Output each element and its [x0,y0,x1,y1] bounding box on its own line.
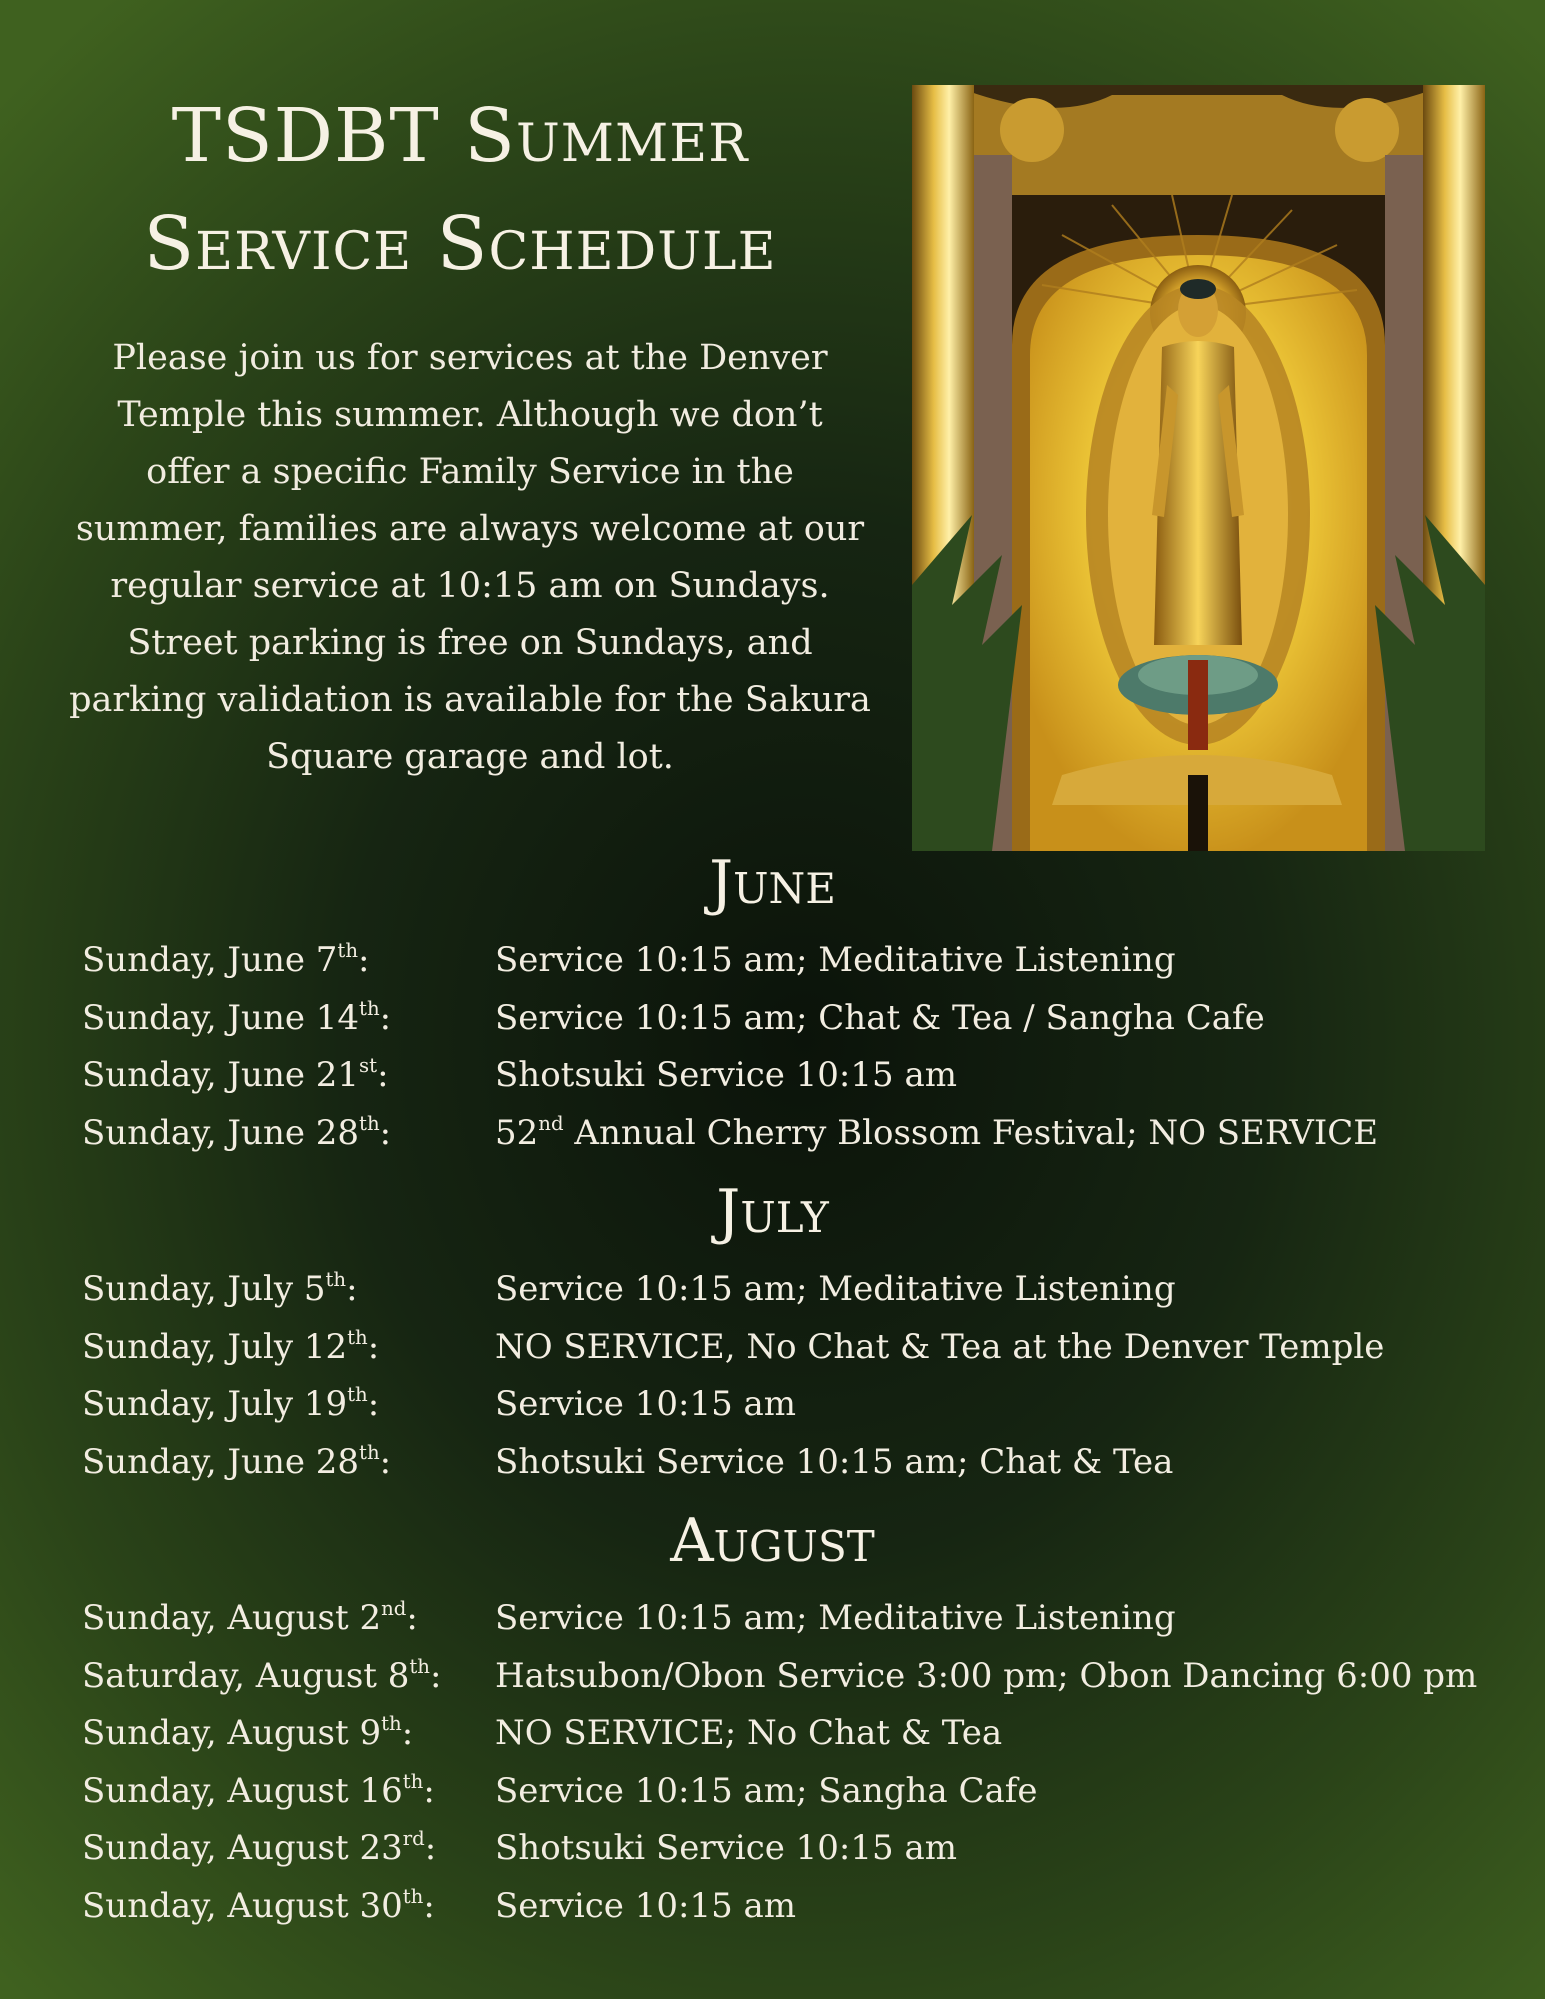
schedule-date: Sunday, August 30th: [82,1884,435,1926]
description-text: Service 10:15 am; Chat & Tea / Sangha Cafe [495,997,1265,1038]
description-text: Hatsubon/Obon Service 3:00 pm; Obon Dancing 6:00 pm [495,1655,1478,1696]
schedule-row [82,1648,1522,1706]
date-text: Sunday, July 5 [82,1269,326,1309]
description-text: Service 10:15 am; Sangha Cafe [495,1770,1038,1811]
schedule-date: Sunday, July 5th: [82,1267,358,1309]
description-ordinal-suffix: nd [538,1111,564,1135]
schedule-description [495,1705,1002,1763]
schedule-description [495,932,1176,990]
date-text: Sunday, June 28 [82,1441,360,1482]
date-text: Sunday, August 23 [82,1828,403,1868]
date-ordinal-suffix: th [409,1654,430,1678]
date-ordinal-suffix: th [347,1382,368,1406]
schedule-row [82,932,1522,990]
description-text: Service 10:15 am; Meditative Listening [495,940,1176,980]
buddha-altar-photo [912,85,1485,851]
description-text: Shotsuki Service 10:15 am [495,1828,957,1868]
schedule-description [495,1590,1176,1648]
schedule-description [495,1047,957,1105]
schedule-row [82,1705,1522,1763]
description-text: Shotsuki Service 10:15 am [495,1055,957,1095]
schedule-rows-june [82,932,1522,1162]
date-ordinal-suffix: th [325,1267,347,1291]
schedule-rows-july [82,1261,1522,1491]
schedule-date: Sunday, June 28th: [82,1440,392,1482]
date-text: Sunday, July 19 [82,1384,348,1424]
intro-line: Street parking is free on Sundays, and [127,623,813,663]
schedule-row [82,990,1522,1048]
date-ordinal-suffix: th [381,1711,402,1735]
date-ordinal-suffix: th [402,1769,424,1793]
buddha-altar-image [912,85,1485,851]
intro-line: parking validation is available for the Sakura [69,680,871,720]
date-text: Saturday, August 8 [82,1655,410,1696]
date-text: Sunday, August 16 [82,1770,403,1811]
month-heading-august: August [670,1506,875,1576]
schedule-row [82,1763,1522,1821]
description-text: Service 10:15 am; Meditative Listening [495,1269,1176,1309]
schedule-row [82,1047,1522,1105]
schedule-date: Sunday, July 12th: [82,1325,380,1367]
description-text: Service 10:15 am [495,1885,797,1926]
schedule-description [495,1878,796,1936]
date-ordinal-suffix: nd [381,1596,407,1620]
schedule-date: Sunday, August 9th: [82,1711,414,1753]
intro-line: regular service at 10:15 am on Sundays. [110,566,830,606]
schedule-date: Sunday, June 14th: [82,996,392,1038]
intro-line: Please join us for services at the Denver [112,338,828,378]
schedule-row [82,1105,1522,1163]
schedule-row [82,1590,1522,1648]
schedule-description [495,1820,957,1878]
intro-paragraph [50,330,890,786]
schedule-description [495,1319,1384,1377]
schedule-row [82,1434,1522,1492]
title-line-2: Service Schedule [143,201,777,287]
schedule-row [82,1820,1522,1878]
schedule-description [495,1105,1378,1163]
date-ordinal-suffix: th [337,938,359,962]
schedule-row [82,1261,1522,1319]
intro-line: summer, families are always welcome at our [75,509,865,549]
month-heading-june: June [709,848,836,918]
date-text: Sunday, August 30 [82,1885,403,1926]
schedule-date: Sunday, June 21st: [82,1053,389,1095]
schedule-description [495,1763,1037,1821]
description-text: Shotsuki Service 10:15 am; Chat & Tea [495,1441,1174,1482]
schedule-row [82,1878,1522,1936]
title-line-1: TSDBT Summer [171,93,749,179]
date-text: Sunday, August 9 [82,1713,382,1753]
date-ordinal-suffix: rd [402,1826,425,1850]
date-text: Sunday, August 2 [82,1598,382,1638]
schedule-description [495,1434,1173,1492]
date-ordinal-suffix: th [359,996,380,1020]
intro-line: Square garage and lot. [266,737,674,777]
schedule-date: Sunday, August 23rd: [82,1826,437,1868]
description-text: Service 10:15 am; Meditative Listening [495,1598,1176,1638]
schedule-date: Saturday, August 8th: [82,1654,442,1696]
schedule-rows-august [82,1590,1522,1935]
date-text: Sunday, June 7 [82,940,338,980]
date-ordinal-suffix: th [347,1325,368,1349]
schedule-date: Sunday, June 7th: [82,938,370,980]
date-ordinal-suffix: st [359,1053,378,1077]
date-text: Sunday, June 14 [82,997,360,1038]
description-text: Service 10:15 am [495,1384,797,1424]
schedule-row [82,1319,1522,1377]
date-ordinal-suffix: th [359,1111,380,1135]
schedule-date: Sunday, August 2nd: [82,1596,418,1638]
intro-line: offer a specific Family Service in the [146,452,794,492]
date-text: Sunday, June 28 [82,1112,360,1153]
description-text: NO SERVICE, No Chat & Tea at the Denver Temple [495,1326,1385,1367]
schedule-row [82,1376,1522,1434]
schedule-date: Sunday, June 28th: [82,1111,392,1153]
schedule-description [495,1261,1176,1319]
description-number: 52 [495,1112,539,1153]
date-text: Sunday, June 21 [82,1055,360,1095]
schedule-description [495,990,1265,1048]
intro-line: Temple this summer. Although we don’t [117,395,823,435]
date-ordinal-suffix: th [402,1884,424,1908]
schedule-date: Sunday, July 19th: [82,1382,380,1424]
description-text: Annual Cherry Blossom Festival; NO SERVICE [563,1112,1379,1153]
schedule-description [495,1376,796,1434]
schedule-description [495,1648,1477,1706]
month-heading-july: July [716,1177,829,1247]
schedule-date: Sunday, August 16th: [82,1769,435,1811]
date-ordinal-suffix: th [359,1440,380,1464]
page-title [40,82,880,298]
date-text: Sunday, July 12 [82,1326,348,1367]
description-text: NO SERVICE; No Chat & Tea [495,1713,1003,1753]
